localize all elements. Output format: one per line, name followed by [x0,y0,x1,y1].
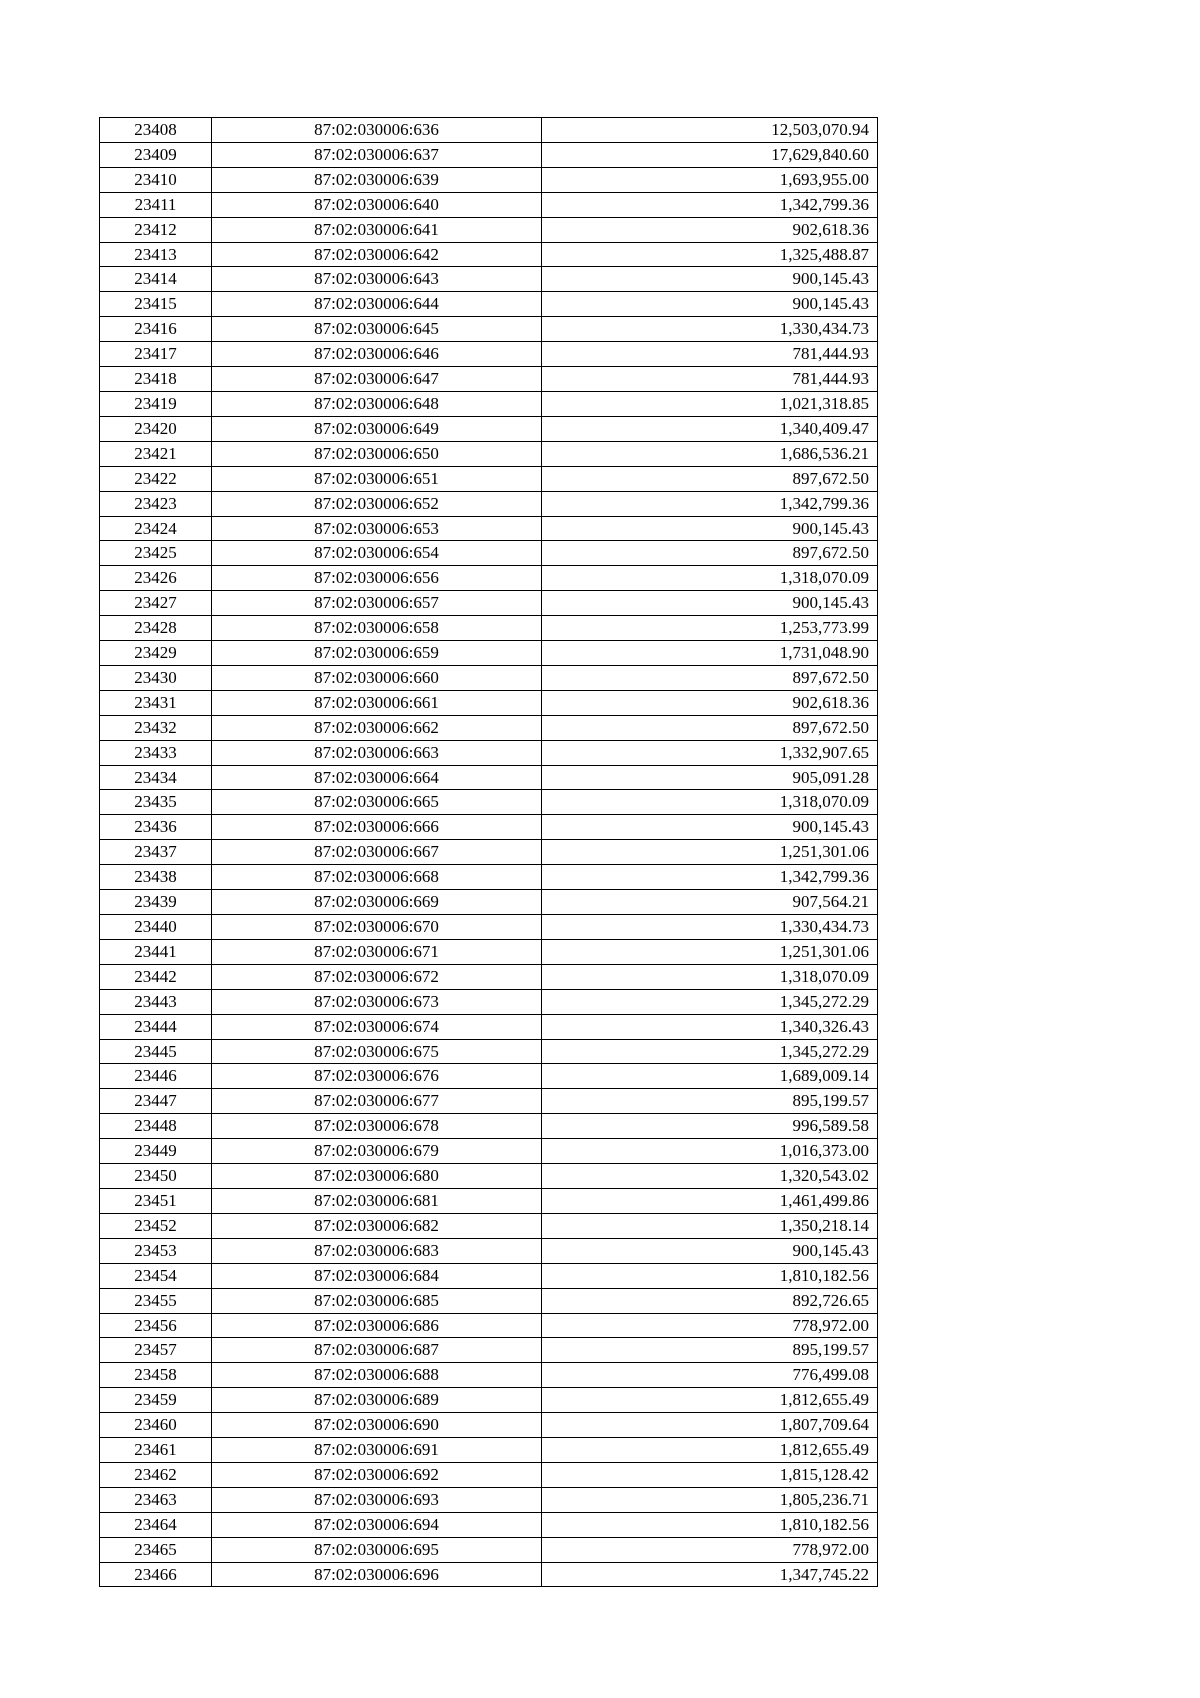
row-number-cell: 23442 [100,964,212,989]
cadastral-number-cell: 87:02:030006:641 [212,217,542,242]
row-number-cell: 23458 [100,1363,212,1388]
row-number-cell: 23452 [100,1213,212,1238]
value-cell: 907,564.21 [542,890,878,915]
row-number-cell: 23465 [100,1537,212,1562]
row-number-cell: 23416 [100,317,212,342]
table-row [100,1164,878,1189]
cadastral-number-cell: 87:02:030006:684 [212,1263,542,1288]
table-row [100,1064,878,1089]
cadastral-number-cell: 87:02:030006:650 [212,441,542,466]
cadastral-number-cell: 87:02:030006:682 [212,1213,542,1238]
cadastral-number-cell: 87:02:030006:662 [212,715,542,740]
row-number-cell: 23464 [100,1512,212,1537]
cadastral-number-cell: 87:02:030006:656 [212,566,542,591]
value-cell: 900,145.43 [542,591,878,616]
cadastral-number-cell: 87:02:030006:685 [212,1288,542,1313]
value-cell: 900,145.43 [542,516,878,541]
table-row [100,317,878,342]
value-cell: 778,972.00 [542,1313,878,1338]
value-cell: 1,810,182.56 [542,1512,878,1537]
table-row [100,566,878,591]
row-number-cell: 23415 [100,292,212,317]
row-number-cell: 23446 [100,1064,212,1089]
row-number-cell: 23417 [100,342,212,367]
value-cell: 1,805,236.71 [542,1487,878,1512]
value-cell: 1,812,655.49 [542,1388,878,1413]
row-number-cell: 23449 [100,1139,212,1164]
cadastral-number-cell: 87:02:030006:643 [212,267,542,292]
table-row [100,915,878,940]
row-number-cell: 23412 [100,217,212,242]
cadastral-number-cell: 87:02:030006:693 [212,1487,542,1512]
row-number-cell: 23429 [100,641,212,666]
cadastral-number-cell: 87:02:030006:694 [212,1512,542,1537]
table-row [100,367,878,392]
table-row [100,1562,878,1587]
value-cell: 1,731,048.90 [542,641,878,666]
value-cell: 996,589.58 [542,1114,878,1139]
table-row [100,939,878,964]
value-cell: 781,444.93 [542,342,878,367]
cadastral-number-cell: 87:02:030006:674 [212,1014,542,1039]
table-row [100,1438,878,1463]
value-cell: 1,342,799.36 [542,865,878,890]
cadastral-number-cell: 87:02:030006:676 [212,1064,542,1089]
table-row [100,1388,878,1413]
table-row [100,740,878,765]
cadastral-number-cell: 87:02:030006:646 [212,342,542,367]
table-row [100,491,878,516]
row-number-cell: 23431 [100,690,212,715]
row-number-cell: 23448 [100,1114,212,1139]
row-number-cell: 23421 [100,441,212,466]
row-number-cell: 23463 [100,1487,212,1512]
table-row [100,242,878,267]
table-row [100,1213,878,1238]
cadastral-number-cell: 87:02:030006:660 [212,665,542,690]
value-cell: 897,672.50 [542,715,878,740]
cadastral-number-cell: 87:02:030006:683 [212,1238,542,1263]
cadastral-number-cell: 87:02:030006:654 [212,541,542,566]
row-number-cell: 23459 [100,1388,212,1413]
row-number-cell: 23439 [100,890,212,915]
cadastral-number-cell: 87:02:030006:672 [212,964,542,989]
cadastral-number-cell: 87:02:030006:690 [212,1413,542,1438]
table-row [100,1462,878,1487]
cadastral-number-cell: 87:02:030006:663 [212,740,542,765]
value-cell: 902,618.36 [542,690,878,715]
value-cell: 900,145.43 [542,292,878,317]
cadastral-number-cell: 87:02:030006:687 [212,1338,542,1363]
value-cell: 1,332,907.65 [542,740,878,765]
value-cell: 776,499.08 [542,1363,878,1388]
table-row [100,1089,878,1114]
row-number-cell: 23435 [100,790,212,815]
row-number-cell: 23440 [100,915,212,940]
row-number-cell: 23436 [100,815,212,840]
value-cell: 1,318,070.09 [542,566,878,591]
value-cell: 1,686,536.21 [542,441,878,466]
value-cell: 781,444.93 [542,367,878,392]
value-cell: 1,812,655.49 [542,1438,878,1463]
cadastral-number-cell: 87:02:030006:645 [212,317,542,342]
table-row [100,516,878,541]
cadastral-number-cell: 87:02:030006:688 [212,1363,542,1388]
row-number-cell: 23409 [100,142,212,167]
value-cell: 1,815,128.42 [542,1462,878,1487]
table-row [100,466,878,491]
row-number-cell: 23420 [100,416,212,441]
row-number-cell: 23425 [100,541,212,566]
row-number-cell: 23434 [100,765,212,790]
row-number-cell: 23441 [100,939,212,964]
cadastral-number-cell: 87:02:030006:686 [212,1313,542,1338]
value-cell: 1,253,773.99 [542,616,878,641]
value-cell: 902,618.36 [542,217,878,242]
cadastral-number-cell: 87:02:030006:692 [212,1462,542,1487]
cadastral-number-cell: 87:02:030006:671 [212,939,542,964]
row-number-cell: 23444 [100,1014,212,1039]
cadastral-number-cell: 87:02:030006:648 [212,391,542,416]
table-row [100,192,878,217]
row-number-cell: 23410 [100,167,212,192]
row-number-cell: 23414 [100,267,212,292]
value-cell: 1,320,543.02 [542,1164,878,1189]
row-number-cell: 23428 [100,616,212,641]
row-number-cell: 23432 [100,715,212,740]
row-number-cell: 23418 [100,367,212,392]
table-row [100,1039,878,1064]
row-number-cell: 23437 [100,840,212,865]
table-row [100,989,878,1014]
row-number-cell: 23413 [100,242,212,267]
table-row [100,1313,878,1338]
value-cell: 1,342,799.36 [542,491,878,516]
table-row [100,1114,878,1139]
table-row [100,1188,878,1213]
table-row [100,1537,878,1562]
table-row [100,840,878,865]
value-cell: 1,810,182.56 [542,1263,878,1288]
table-row [100,1288,878,1313]
cadastral-number-cell: 87:02:030006:695 [212,1537,542,1562]
row-number-cell: 23438 [100,865,212,890]
row-number-cell: 23453 [100,1238,212,1263]
cadastral-number-cell: 87:02:030006:661 [212,690,542,715]
value-cell: 1,251,301.06 [542,840,878,865]
value-cell: 1,330,434.73 [542,915,878,940]
table-row [100,292,878,317]
row-number-cell: 23430 [100,665,212,690]
value-cell: 897,672.50 [542,541,878,566]
row-number-cell: 23427 [100,591,212,616]
row-number-cell: 23450 [100,1164,212,1189]
value-cell: 905,091.28 [542,765,878,790]
value-cell: 1,340,326.43 [542,1014,878,1039]
cadastral-number-cell: 87:02:030006:640 [212,192,542,217]
table-row [100,1263,878,1288]
cadastral-number-cell: 87:02:030006:666 [212,815,542,840]
value-cell: 900,145.43 [542,815,878,840]
cadastral-number-cell: 87:02:030006:637 [212,142,542,167]
table-row [100,142,878,167]
cadastral-number-cell: 87:02:030006:670 [212,915,542,940]
value-cell: 1,021,318.85 [542,391,878,416]
table-row [100,416,878,441]
table-row [100,217,878,242]
value-cell: 1,345,272.29 [542,1039,878,1064]
row-number-cell: 23411 [100,192,212,217]
value-cell: 1,350,218.14 [542,1213,878,1238]
row-number-cell: 23461 [100,1438,212,1463]
row-number-cell: 23454 [100,1263,212,1288]
cadastral-number-cell: 87:02:030006:649 [212,416,542,441]
table-row [100,267,878,292]
row-number-cell: 23426 [100,566,212,591]
cadastral-number-cell: 87:02:030006:669 [212,890,542,915]
value-cell: 1,689,009.14 [542,1064,878,1089]
table-row [100,1363,878,1388]
value-cell: 1,318,070.09 [542,790,878,815]
cadastral-number-cell: 87:02:030006:680 [212,1164,542,1189]
cadastral-number-cell: 87:02:030006:651 [212,466,542,491]
cadastral-number-cell: 87:02:030006:673 [212,989,542,1014]
table-row [100,690,878,715]
table-row [100,790,878,815]
value-cell: 1,807,709.64 [542,1413,878,1438]
value-cell: 1,016,373.00 [542,1139,878,1164]
row-number-cell: 23408 [100,118,212,143]
table-row [100,964,878,989]
table-row [100,715,878,740]
table-row [100,441,878,466]
cadastral-number-cell: 87:02:030006:668 [212,865,542,890]
cadastral-number-cell: 87:02:030006:659 [212,641,542,666]
cadastral-number-cell: 87:02:030006:678 [212,1114,542,1139]
value-cell: 1,251,301.06 [542,939,878,964]
value-cell: 1,345,272.29 [542,989,878,1014]
value-cell: 892,726.65 [542,1288,878,1313]
table-row [100,616,878,641]
table-row [100,118,878,143]
row-number-cell: 23423 [100,491,212,516]
table-row [100,1338,878,1363]
value-cell: 1,330,434.73 [542,317,878,342]
row-number-cell: 23433 [100,740,212,765]
row-number-cell: 23419 [100,391,212,416]
value-cell: 1,461,499.86 [542,1188,878,1213]
table-row [100,815,878,840]
row-number-cell: 23445 [100,1039,212,1064]
cadastral-number-cell: 87:02:030006:647 [212,367,542,392]
cadastral-number-cell: 87:02:030006:696 [212,1562,542,1587]
table-row [100,1512,878,1537]
value-cell: 895,199.57 [542,1089,878,1114]
cadastral-number-cell: 87:02:030006:658 [212,616,542,641]
value-cell: 12,503,070.94 [542,118,878,143]
table-row [100,591,878,616]
value-cell: 1,693,955.00 [542,167,878,192]
cadastral-number-cell: 87:02:030006:677 [212,1089,542,1114]
table-row [100,641,878,666]
cadastral-number-cell: 87:02:030006:657 [212,591,542,616]
value-cell: 778,972.00 [542,1537,878,1562]
row-number-cell: 23462 [100,1462,212,1487]
row-number-cell: 23466 [100,1562,212,1587]
cadastral-number-cell: 87:02:030006:679 [212,1139,542,1164]
cadastral-number-cell: 87:02:030006:636 [212,118,542,143]
cadastral-number-cell: 87:02:030006:665 [212,790,542,815]
row-number-cell: 23443 [100,989,212,1014]
table-row [100,1413,878,1438]
row-number-cell: 23457 [100,1338,212,1363]
table-row [100,391,878,416]
value-cell: 1,347,745.22 [542,1562,878,1587]
table-row [100,167,878,192]
value-cell: 1,318,070.09 [542,964,878,989]
row-number-cell: 23455 [100,1288,212,1313]
table-row [100,890,878,915]
row-number-cell: 23422 [100,466,212,491]
table-row [100,342,878,367]
table-row [100,865,878,890]
table-row [100,1238,878,1263]
cadastral-number-cell: 87:02:030006:639 [212,167,542,192]
cadastral-number-cell: 87:02:030006:653 [212,516,542,541]
value-cell: 897,672.50 [542,466,878,491]
row-number-cell: 23447 [100,1089,212,1114]
value-cell: 1,340,409.47 [542,416,878,441]
table-row [100,765,878,790]
cadastral-value-table [99,117,878,1587]
value-cell: 900,145.43 [542,267,878,292]
table-row [100,1139,878,1164]
row-number-cell: 23424 [100,516,212,541]
cadastral-number-cell: 87:02:030006:652 [212,491,542,516]
value-cell: 897,672.50 [542,665,878,690]
table-row [100,1014,878,1039]
row-number-cell: 23451 [100,1188,212,1213]
cadastral-number-cell: 87:02:030006:667 [212,840,542,865]
value-cell: 1,342,799.36 [542,192,878,217]
row-number-cell: 23460 [100,1413,212,1438]
row-number-cell: 23456 [100,1313,212,1338]
cadastral-number-cell: 87:02:030006:691 [212,1438,542,1463]
table-row [100,541,878,566]
value-cell: 900,145.43 [542,1238,878,1263]
cadastral-number-cell: 87:02:030006:689 [212,1388,542,1413]
cadastral-number-cell: 87:02:030006:675 [212,1039,542,1064]
cadastral-number-cell: 87:02:030006:664 [212,765,542,790]
cadastral-number-cell: 87:02:030006:644 [212,292,542,317]
value-cell: 1,325,488.87 [542,242,878,267]
value-cell: 895,199.57 [542,1338,878,1363]
table-row [100,665,878,690]
table-body [100,118,878,1587]
value-cell: 17,629,840.60 [542,142,878,167]
cadastral-number-cell: 87:02:030006:681 [212,1188,542,1213]
table-row [100,1487,878,1512]
cadastral-number-cell: 87:02:030006:642 [212,242,542,267]
